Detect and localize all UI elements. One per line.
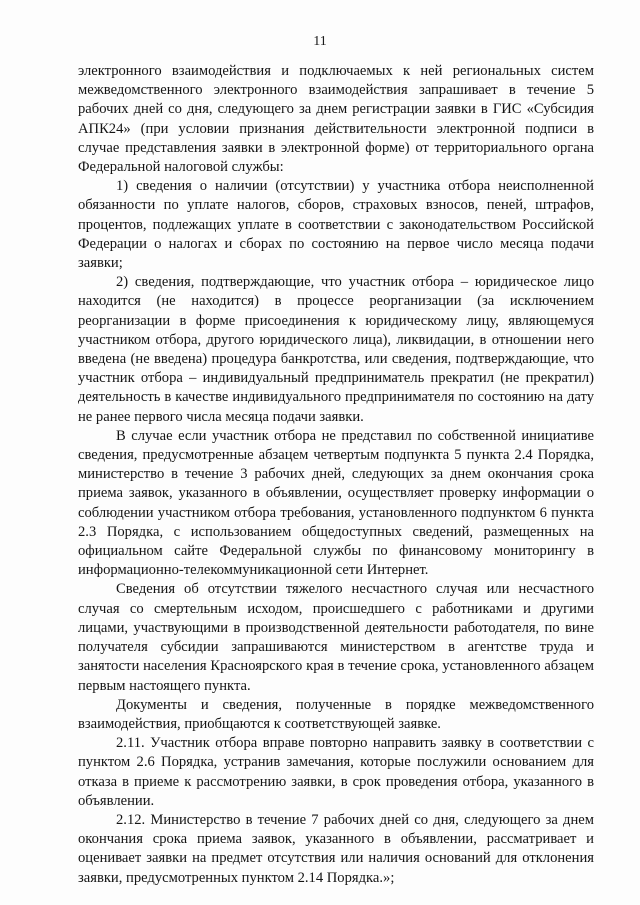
- paragraph-documents: Документы и сведения, полученные в порядке межведомственного взаимодействия, приобщаются к соответствующей заявке.: [78, 696, 594, 732]
- paragraph-item-1: 1) сведения о наличии (отсутствии) у участника отбора неисполненной обязанности по уплате налогов, сборов, страховых взносов, пеней, штрафов, процентов, подлежащих уплате в соответствии с законодательством Российской Федерации о налогах и сборах по состоянию на первое число месяца подачи заявки;: [78, 178, 594, 272]
- paragraph-accident-info: Сведения об отсутствии тяжелого несчастного случая или несчастного случая со смертельным исходом, происшедшего с работниками и другими лицами, участвующими в производственной деятельности работодателя, по вине получателя субсидии запрашиваются министерством в агентстве труда и занятости населения Красноярского края в течение срока, установленного абзацем первым настоящего пункта.: [78, 581, 594, 694]
- paragraph-item-2: 2) сведения, подтверждающие, что участник отбора – юридическое лицо находится (не находится) в процессе реорганизации (за исключением реорганизации в форме присоединения к юридическому лицу, являющемуся участником отбора, другого юридического лица), ликвидации, в отношении него введена (не введена) процедура банкротства, или сведения, подтверждающие, что участник отбора – индивидуальный предприниматель прекратил (не прекратил) деятельность в качестве индивидуального предпринимателя по состоянию на дату не ранее первого числа месяца подачи заявки.: [78, 274, 594, 425]
- paragraph-continuation: электронного взаимодействия и подключаемых к ней региональных систем межведомственного электронного взаимодействия запрашивает в течение 5 рабочих дней со дня, следующего за днем регистрации заявки в ГИС «Субсидия АПК24» (при условии признания действительности электронной подписи в случае представления заявки в электронной форме) от территориального органа Федеральной налоговой службы:: [78, 63, 594, 176]
- paragraph-2-11: 2.11. Участник отбора вправе повторно направить заявку в соответствии с пунктом 2.6 Порядка, устранив замечания, которые послужили основанием для отказа в приеме к рассмотрению заявки, в срок проведения отбора, указанного в объявлении.: [78, 735, 594, 809]
- document-body: [78, 62, 594, 888]
- page-number: 11: [313, 34, 327, 49]
- paragraph-verification: В случае если участник отбора не представил по собственной инициативе сведения, предусмотренные абзацем четвертым подпункта 5 пункта 2.4 Порядка, министерство в течение 3 рабочих дней, следующих за днем окончания срока приема заявок, указанного в объявлении, осуществляет проверку информации о соблюдении участником отбора требования, установленного подпунктом 6 пункта 2.3 Порядка, с использованием общедоступных сведений, размещенных на официальном сайте Федеральной службы по финансовому мониторингу в информационно-телекоммуникационной сети Интернет.: [78, 427, 594, 579]
- paragraph-2-12: 2.12. Министерство в течение 7 рабочих дней со дня, следующего за днем окончания срока приема заявок, указанного в объявлении, рассматривает и оценивает заявки на предмет отсутствия или наличия оснований для отклонения заявки, предусмотренных пунктом 2.14 Порядка.»;: [78, 811, 594, 886]
